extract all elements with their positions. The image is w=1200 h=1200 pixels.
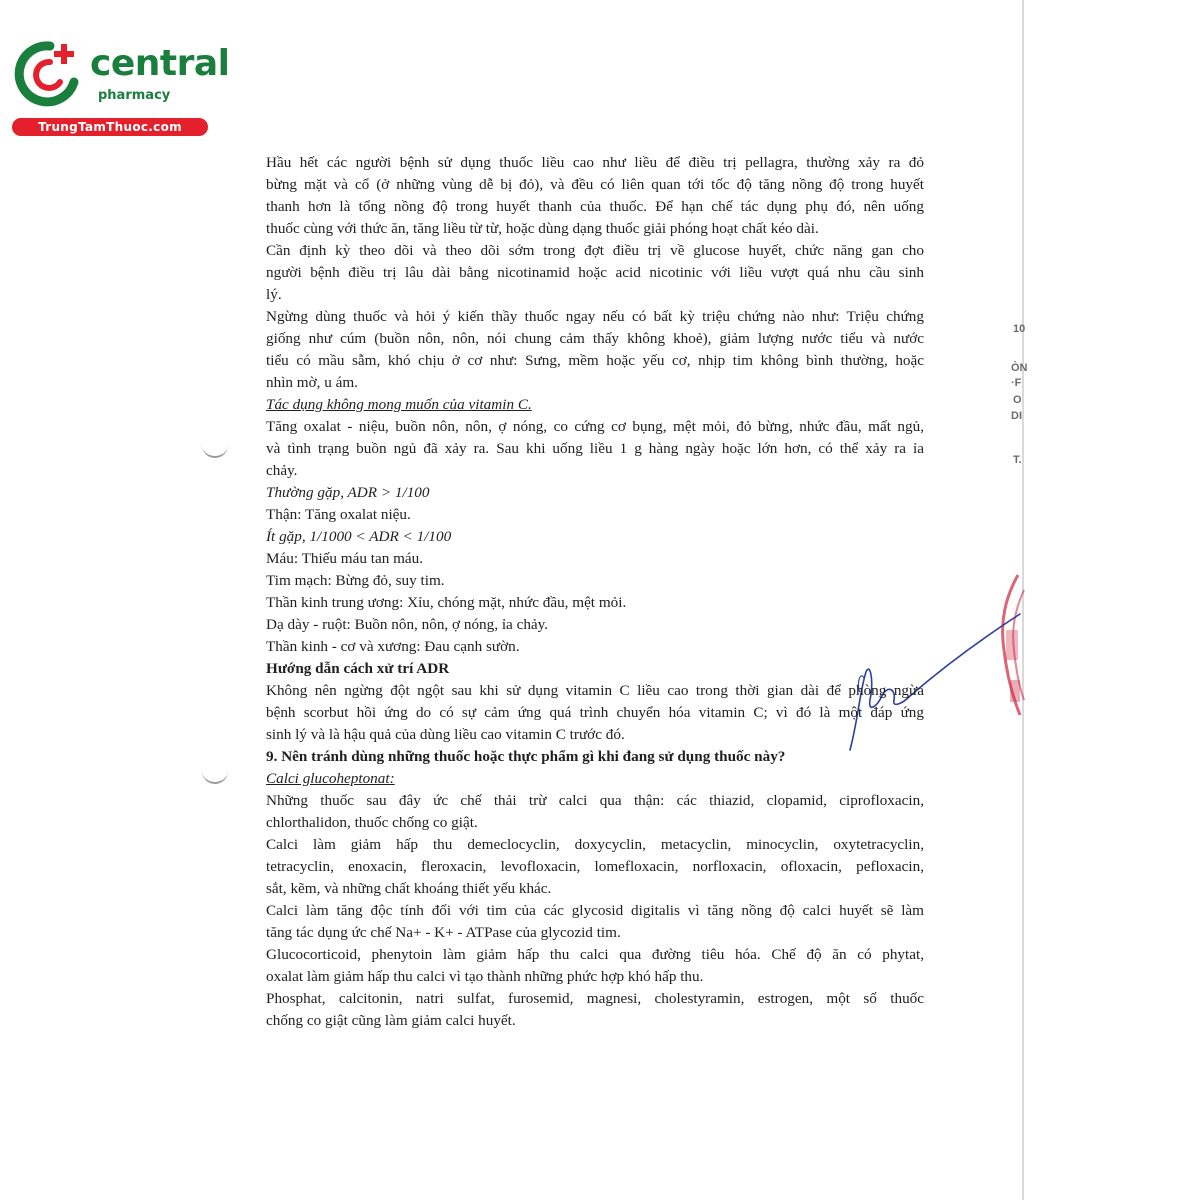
text-line: Ngừng dùng thuốc và hỏi ý kiến thầy thuốc ngay nếu có bất kỳ triệu chứng nào như: Triệu chứng <box>266 308 924 325</box>
section-heading-adr-handling: Hướng dẫn cách xử trí ADR <box>266 660 450 677</box>
brand-subtitle: pharmacy <box>98 88 171 103</box>
stamp-fragment: DI <box>1011 410 1022 422</box>
text-line: chống co giật cũng làm giảm calci huyết. <box>266 1012 516 1029</box>
text-line: Cần định kỳ theo dõi và theo dõi sớm trong đợt điều trị về glucose huyết, chức năng gan cho <box>266 242 924 259</box>
text-line: lý. <box>266 286 282 303</box>
text-line: Phosphat, calcitonin, natri sulfat, furosemid, magnesi, cholestyramin, estrogen, một số thuốc <box>266 990 924 1007</box>
text-line: Thần kinh trung ương: Xỉu, chóng mặt, nhức đầu, mệt mỏi. <box>266 594 627 611</box>
document-body <box>266 152 924 1032</box>
brand-url: TrungTamThuoc.com <box>12 118 208 136</box>
text-line: người bệnh điều trị lâu dài bằng nicotinamid hoặc acid nicotinic với liều vượt quá nhu cầu sinh <box>266 264 924 281</box>
text-line: Thần kinh - cơ và xương: Đau cạnh sườn. <box>266 638 520 655</box>
brand-logo <box>10 38 230 138</box>
text-line: Không nên ngừng đột ngột sau khi sử dụng vitamin C liều cao trong thời gian dài để phòng ngừa <box>266 682 924 699</box>
subheading-common: Thường gặp, ADR > 1/100 <box>266 484 430 501</box>
text-line: tăng tác dụng ức chế Na+ - K+ - ATPase của glycozid tim. <box>266 924 621 941</box>
text-line: Tăng oxalat - niệu, buồn nôn, nôn, ợ nóng, co cứng cơ bụng, mệt mỏi, đỏ bừng, nhức đầu, mất ngủ, <box>266 418 924 435</box>
text-line: sắt, kẽm, và những chất khoáng thiết yếu khác. <box>266 880 552 897</box>
text-line: và tình trạng buồn ngủ đã xảy ra. Sau khi uống liều 1 g hàng ngày hoặc lớn hơn, có thể xảy ra ỉa <box>266 440 924 457</box>
stamp-fragment: T. <box>1013 454 1022 466</box>
text-line: tetracyclin, enoxacin, fleroxacin, levofloxacin, lomefloxacin, norfloxacin, ofloxacin, pefloxacin, <box>266 858 924 875</box>
brand-name: central <box>90 43 230 84</box>
text-line: Tim mạch: Bừng đỏ, suy tim. <box>266 572 445 589</box>
central-logo-icon <box>10 38 82 110</box>
text-line: tiểu có mầu sẫm, khó chịu ở cơ như: Sưng, mềm hoặc yếu cơ, nhịp tim không bình thường, hoặc <box>266 352 924 369</box>
stamp-fragment: 10 <box>1013 323 1026 335</box>
section-heading-9: 9. Nên tránh dùng những thuốc hoặc thực phẩm gì khi đang sử dụng thuốc này? <box>266 748 786 765</box>
text-line: bệnh scorbut hồi ứng do có sự cảm ứng quá trình chuyển hóa vitamin C; vì đó là một đáp ứng <box>266 704 924 721</box>
subheading-uncommon: Ít gặp, 1/1000 < ADR < 1/100 <box>266 528 452 545</box>
text-line: thuốc cùng với thức ăn, tăng liều từ từ, hoặc dùng dạng thuốc giải phóng hoạt chất kéo dài. <box>266 220 819 237</box>
text-line: nhìn mờ, u ám. <box>266 374 358 391</box>
text-line: bừng mặt và cổ (ở những vùng dễ bị đỏ), và đều có liên quan tới tốc độ tăng nồng độ trong huyết <box>266 176 924 193</box>
text-line: Dạ dày - ruột: Buồn nôn, nôn, ợ nóng, ỉa chảy. <box>266 616 549 633</box>
text-line: giống như cúm (buồn nôn, nôn, nói chung cảm thấy không khoẻ), giảm lượng nước tiểu và nước <box>266 330 924 347</box>
stamp-fragment: ·F <box>1011 377 1022 389</box>
text-line: Calci làm giảm hấp thu demeclocyclin, doxycyclin, metacyclin, minocyclin, oxytetracyclin, <box>266 836 924 853</box>
text-line: Hầu hết các người bệnh sử dụng thuốc liều cao như liều để điều trị pellagra, thường xảy ra đỏ <box>266 154 924 171</box>
text-line: chảy. <box>266 462 298 479</box>
text-line: chlorthalidon, thuốc chống co giật. <box>266 814 478 831</box>
punch-hole <box>202 766 228 784</box>
text-line: Thận: Tăng oxalat niệu. <box>266 506 411 523</box>
text-line: Máu: Thiếu máu tan máu. <box>266 550 424 567</box>
section-heading-vitamin-c-adr: Tác dụng không mong muốn của vitamin C. <box>266 396 532 413</box>
text-line: Những thuốc sau đây ức chế thải trừ calci qua thận: các thiazid, clopamid, ciprofloxacin, <box>266 792 924 809</box>
text-line: sinh lý và là hậu quả của dùng liều cao vitamin C trước đó. <box>266 726 625 743</box>
stamp-fragment: O <box>1013 394 1022 406</box>
text-line: oxalat làm giảm hấp thu calci vì tạo thành những phức hợp khó hấp thu. <box>266 968 704 985</box>
subheading-calci-glucoheptonat: Calci glucoheptonat: <box>266 770 395 787</box>
text-line: thanh hơn là tổng nồng độ trong huyết thanh của thuốc. Để hạn chế tác dụng phụ đó, nên uống <box>266 198 924 215</box>
text-line: Glucocorticoid, phenytoin làm giảm hấp thu calci qua đường tiêu hóa. Chế độ ăn có phytat, <box>266 946 924 963</box>
text-line: Calci làm tăng độc tính đối với tim của các glycosid digitalis vì tăng nồng độ calci huyết sẽ làm <box>266 902 924 919</box>
stamp-fragment: ÒN <box>1011 362 1028 374</box>
punch-hole <box>202 440 228 458</box>
